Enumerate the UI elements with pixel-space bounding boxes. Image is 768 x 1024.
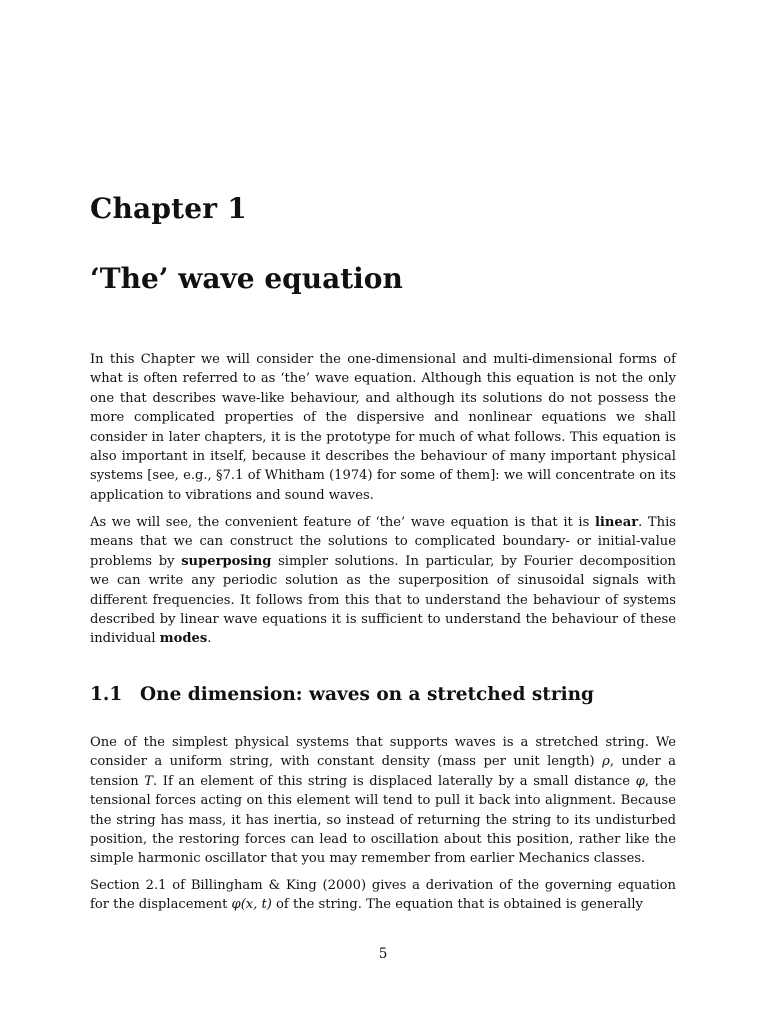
paragraph-text: , the tensional forces acting on this element will tend to pull it back into alignment. Because the string has mass, it has inertia, so instead of returning the string to its undisturbed position, the restoring forces can lead to oscillation about this position, rather like the simple harmonic oscillator that you may remember from earlier Mechanics classes. (90, 773, 676, 867)
term-superposing: superposing (181, 553, 272, 569)
chapter-label: Chapter 1 (90, 192, 247, 225)
math-phi: φ (635, 773, 645, 789)
paragraph-text: . If an element of this string is displaced laterally by a small distance (153, 773, 636, 789)
paragraph-text: . This means that we can construct the solutions to complicated boundary- or initial-value problems by (90, 515, 676, 569)
term-linear: linear (594, 515, 639, 530)
paragraph-text: . (207, 631, 212, 647)
document-page (90, 0, 676, 1024)
section-paragraph-2 (90, 876, 676, 915)
section-title: One dimension: waves on a stretched string (140, 684, 594, 705)
paragraph-text: As we will see, the convenient feature of ‘the’ wave equation is that it is (90, 515, 595, 530)
math-phi-xt: φ(x, t) (231, 897, 272, 913)
math-tension: T (144, 773, 154, 789)
paragraph-text: , under a tension (90, 754, 676, 789)
paragraph-text: of the string. The equation that is obtained is generally (271, 897, 643, 913)
math-rho: ρ (602, 754, 610, 770)
intro-paragraph-1 (90, 350, 676, 505)
section-heading (90, 684, 594, 705)
paragraph-text: One of the simplest physical systems that supports waves is a stretched string. We consider a uniform string, with constant density (mass per unit length) (90, 735, 676, 770)
section-number: 1.1 (90, 684, 123, 705)
paragraph-text: Section 2.1 of Billingham & King (2000) gives a derivation of the governing equation for the displacement (90, 878, 676, 913)
term-modes: modes (159, 631, 208, 647)
intro-paragraph-2 (90, 513, 676, 649)
paragraph-text: In this Chapter we will consider the one-dimensional and multi-dimensional forms of what is often referred to as ‘the’ wave equation. Although this equation is not the only one that describes wave-like behaviour, and although its solutions do not possess the more complicated properties of the dispersive and nonlinear equations we shall consider in later chapters, it is the prototype for much of what follows. This equation is also important in itself, because it describes the behaviour of many important physical systems [see, e.g., §7.1 of Whitham (1974) for some of them]: we will concentrate on its application to vibrations and sound waves. (90, 352, 676, 503)
page-number: 5 (378, 946, 388, 962)
paragraph-text: simpler solutions. In particular, by Fourier decomposition we can write any periodic solution as the superposition of sinusoidal signals with different frequencies. It follows from this that to understand the behaviour of systems described by linear wave equations it is sufficient to understand the behaviour of these individual (90, 553, 676, 647)
section-paragraph-1 (90, 733, 676, 869)
chapter-title: ‘The’ wave equation (90, 262, 403, 295)
